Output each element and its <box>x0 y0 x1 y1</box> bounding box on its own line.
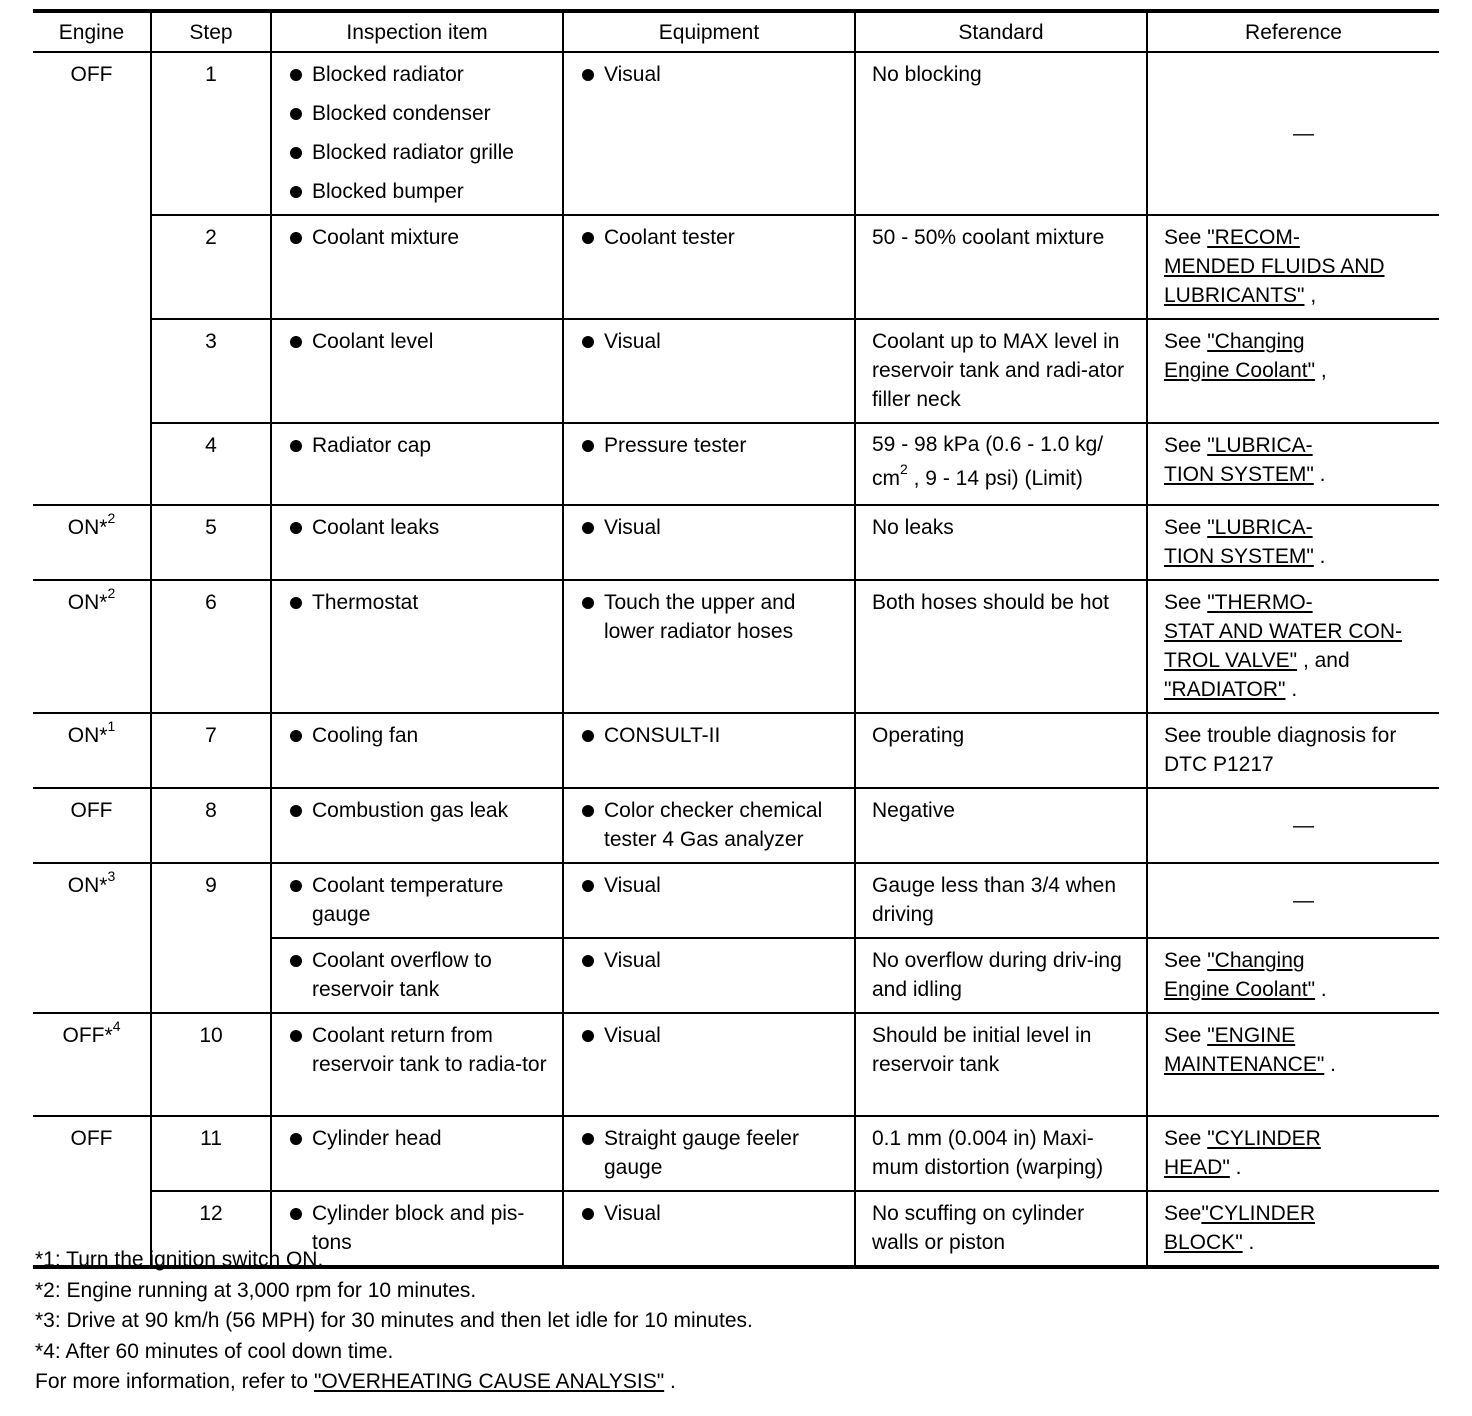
empty-dash: — <box>1293 813 1314 837</box>
equipment-cell: Visual <box>563 1013 855 1116</box>
table-row <box>33 52 1439 215</box>
step-cell: 12 <box>151 1191 271 1267</box>
reference-cell: See "CYLINDER HEAD" . <box>1147 1116 1439 1191</box>
standard-cell: 50 - 50% coolant mixture <box>855 215 1147 319</box>
step-cell: 6 <box>151 580 271 713</box>
standard-cell: Negative <box>855 788 1147 863</box>
reference-cell <box>1147 52 1439 215</box>
step-cell: 8 <box>151 788 271 863</box>
inspection-cell: Cylinder block and pis-tons <box>271 1191 563 1267</box>
equipment-cell: Coolant tester <box>563 215 855 319</box>
inspection-cell: Radiator cap <box>271 423 563 505</box>
inspection-cell: Coolant leaks <box>271 505 563 580</box>
engine-cell: ON*$^2$ <box>33 505 151 580</box>
reference-cell: See"CYLINDER BLOCK" . <box>1147 1191 1439 1267</box>
reference-cell <box>1147 863 1439 938</box>
standard-cell: No blocking <box>855 52 1147 215</box>
reference-link[interactable]: "RECOM- MENDED FLUIDS AND LUBRICANTS" <box>1164 226 1385 307</box>
standard-cell: Coolant up to MAX level in reservoir tank and radi-ator filler neck <box>855 319 1147 423</box>
table-row <box>33 215 1439 319</box>
inspection-cell: Cylinder head <box>271 1116 563 1191</box>
table-row <box>33 1013 1439 1116</box>
inspection-cell: Coolant return from reservoir tank to radia-tor <box>271 1013 563 1116</box>
reference-cell: See "RECOM- MENDED FLUIDS AND LUBRICANTS" , <box>1147 215 1439 319</box>
inspection-cell: Thermostat <box>271 580 563 713</box>
standard-cell: No overflow during driv-ing and idling <box>855 938 1147 1013</box>
table-row <box>33 319 1439 423</box>
engine-cell: ON*$^3$ <box>33 863 151 1013</box>
empty-dash: — <box>1293 121 1314 145</box>
reference-cell: See "LUBRICA- TION SYSTEM" . <box>1147 505 1439 580</box>
reference-cell: See "Changing Engine Coolant" . <box>1147 938 1439 1013</box>
header-inspection-item: Inspection item <box>271 11 563 52</box>
standard-cell: No scuffing on cylinder walls or piston <box>855 1191 1147 1267</box>
list-item: Blocked radiator <box>288 60 552 89</box>
engine-cell: ON*$^1$ <box>33 713 151 788</box>
equipment-cell: Visual <box>563 52 855 215</box>
table-row <box>33 713 1439 788</box>
engine-cell: OFF*$^4$ <box>33 1013 151 1116</box>
inspection-cell <box>271 52 563 215</box>
step-cell: 11 <box>151 1116 271 1191</box>
reference-link[interactable]: "LUBRICA- TION SYSTEM" <box>1164 434 1314 486</box>
list-item: Blocked bumper <box>288 177 552 206</box>
list-item: Blocked radiator grille <box>288 138 552 167</box>
equipment-cell: Visual <box>563 319 855 423</box>
table-row <box>33 1116 1439 1191</box>
equipment-cell: Visual <box>563 938 855 1013</box>
reference-link[interactable]: "CYLINDER BLOCK" <box>1164 1202 1316 1254</box>
step-cell: 9 <box>151 863 271 1013</box>
step-cell: 10 <box>151 1013 271 1116</box>
standard-cell: Operating <box>855 713 1147 788</box>
equipment-cell: Touch the upper and lower radiator hoses <box>563 580 855 713</box>
standard-cell: Both hoses should be hot <box>855 580 1147 713</box>
step-cell: 2 <box>151 215 271 319</box>
inspection-table <box>33 9 1439 1269</box>
inspection-cell: Coolant overflow to reservoir tank <box>271 938 563 1013</box>
reference-link[interactable]: "THERMO- STAT AND WATER CON- TROL VALVE" <box>1164 591 1403 672</box>
footnote: *2: Engine running at 3,000 rpm for 10 minutes. <box>35 1278 477 1302</box>
reference-cell: See trouble diagnosis for DTC P1217 <box>1147 713 1439 788</box>
footnote: *4: After 60 minutes of cool down time. <box>35 1339 394 1363</box>
standard-cell: Should be initial level in reservoir tank <box>855 1013 1147 1116</box>
empty-dash: — <box>1293 888 1314 912</box>
reference-cell: See "LUBRICA- TION SYSTEM" . <box>1147 423 1439 505</box>
header-standard: Standard <box>855 11 1147 52</box>
step-cell: 7 <box>151 713 271 788</box>
reference-cell <box>1147 788 1439 863</box>
overheating-analysis-link[interactable]: "OVERHEATING CAUSE ANALYSIS" <box>313 1370 665 1393</box>
standard-cell: No leaks <box>855 505 1147 580</box>
table-row <box>33 580 1439 713</box>
reference-cell: See "Changing Engine Coolant" , <box>1147 319 1439 423</box>
inspection-cell: Coolant level <box>271 319 563 423</box>
inspection-cell: Combustion gas leak <box>271 788 563 863</box>
header-reference: Reference <box>1147 11 1439 52</box>
step-cell: 1 <box>151 52 271 215</box>
reference-link[interactable]: "Changing Engine Coolant" <box>1164 330 1316 382</box>
standard-cell: 0.1 mm (0.004 in) Maxi-mum distortion (warping) <box>855 1116 1147 1191</box>
equipment-cell: Visual <box>563 505 855 580</box>
header-equipment: Equipment <box>563 11 855 52</box>
header-engine: Engine <box>33 11 151 52</box>
footnotes <box>35 1245 753 1398</box>
engine-cell: OFF <box>33 788 151 863</box>
equipment-cell: Color checker chemical tester 4 Gas analyzer <box>563 788 855 863</box>
engine-cell: OFF <box>33 52 151 505</box>
table-row <box>33 423 1439 505</box>
step-cell: 5 <box>151 505 271 580</box>
reference-link[interactable]: "ENGINE MAINTENANCE" <box>1164 1024 1325 1076</box>
inspection-cell: Coolant temperature gauge <box>271 863 563 938</box>
standard-cell: Gauge less than 3/4 when driving <box>855 863 1147 938</box>
header-step: Step <box>151 11 271 52</box>
equipment-cell: Visual <box>563 1191 855 1267</box>
table-row <box>33 505 1439 580</box>
reference-link[interactable]: "RADIATOR" <box>1164 678 1286 701</box>
step-cell: 4 <box>151 423 271 505</box>
list-item: Blocked condenser <box>288 99 552 128</box>
table-row <box>33 863 1439 938</box>
footnote: *1: Turn the ignition switch ON. <box>35 1248 324 1271</box>
equipment-cell: CONSULT-II <box>563 713 855 788</box>
equipment-cell: Pressure tester <box>563 423 855 505</box>
inspection-cell: Coolant mixture <box>271 215 563 319</box>
reference-cell: See "THERMO- STAT AND WATER CON- TROL VALVE" , and "RADIATOR" . <box>1147 580 1439 713</box>
engine-cell: ON*$^2$ <box>33 580 151 713</box>
header-row <box>33 11 1439 52</box>
equipment-cell: Visual <box>563 863 855 938</box>
reference-link[interactable]: "CYLINDER HEAD" <box>1164 1127 1321 1179</box>
step-cell: 3 <box>151 319 271 423</box>
reference-link[interactable]: "Changing Engine Coolant" <box>1164 949 1316 1001</box>
standard-cell: 59 - 98 kPa (0.6 - 1.0 kg/ $cm^2$ , 9 - 14 psi) (Limit) <box>855 423 1147 505</box>
equipment-cell: Straight gauge feeler gauge <box>563 1116 855 1191</box>
reference-cell: See "ENGINE MAINTENANCE" . <box>1147 1013 1439 1116</box>
table-row <box>33 788 1439 863</box>
reference-link[interactable]: "LUBRICA- TION SYSTEM" <box>1164 516 1314 568</box>
more-info: For more information, refer to "OVERHEATING CAUSE ANALYSIS" . <box>35 1370 676 1393</box>
engine-cell: OFF <box>33 1116 151 1267</box>
footnote: *3: Drive at 90 km/h (56 MPH) for 30 minutes and then let idle for 10 minutes. <box>35 1309 753 1332</box>
inspection-cell: Cooling fan <box>271 713 563 788</box>
